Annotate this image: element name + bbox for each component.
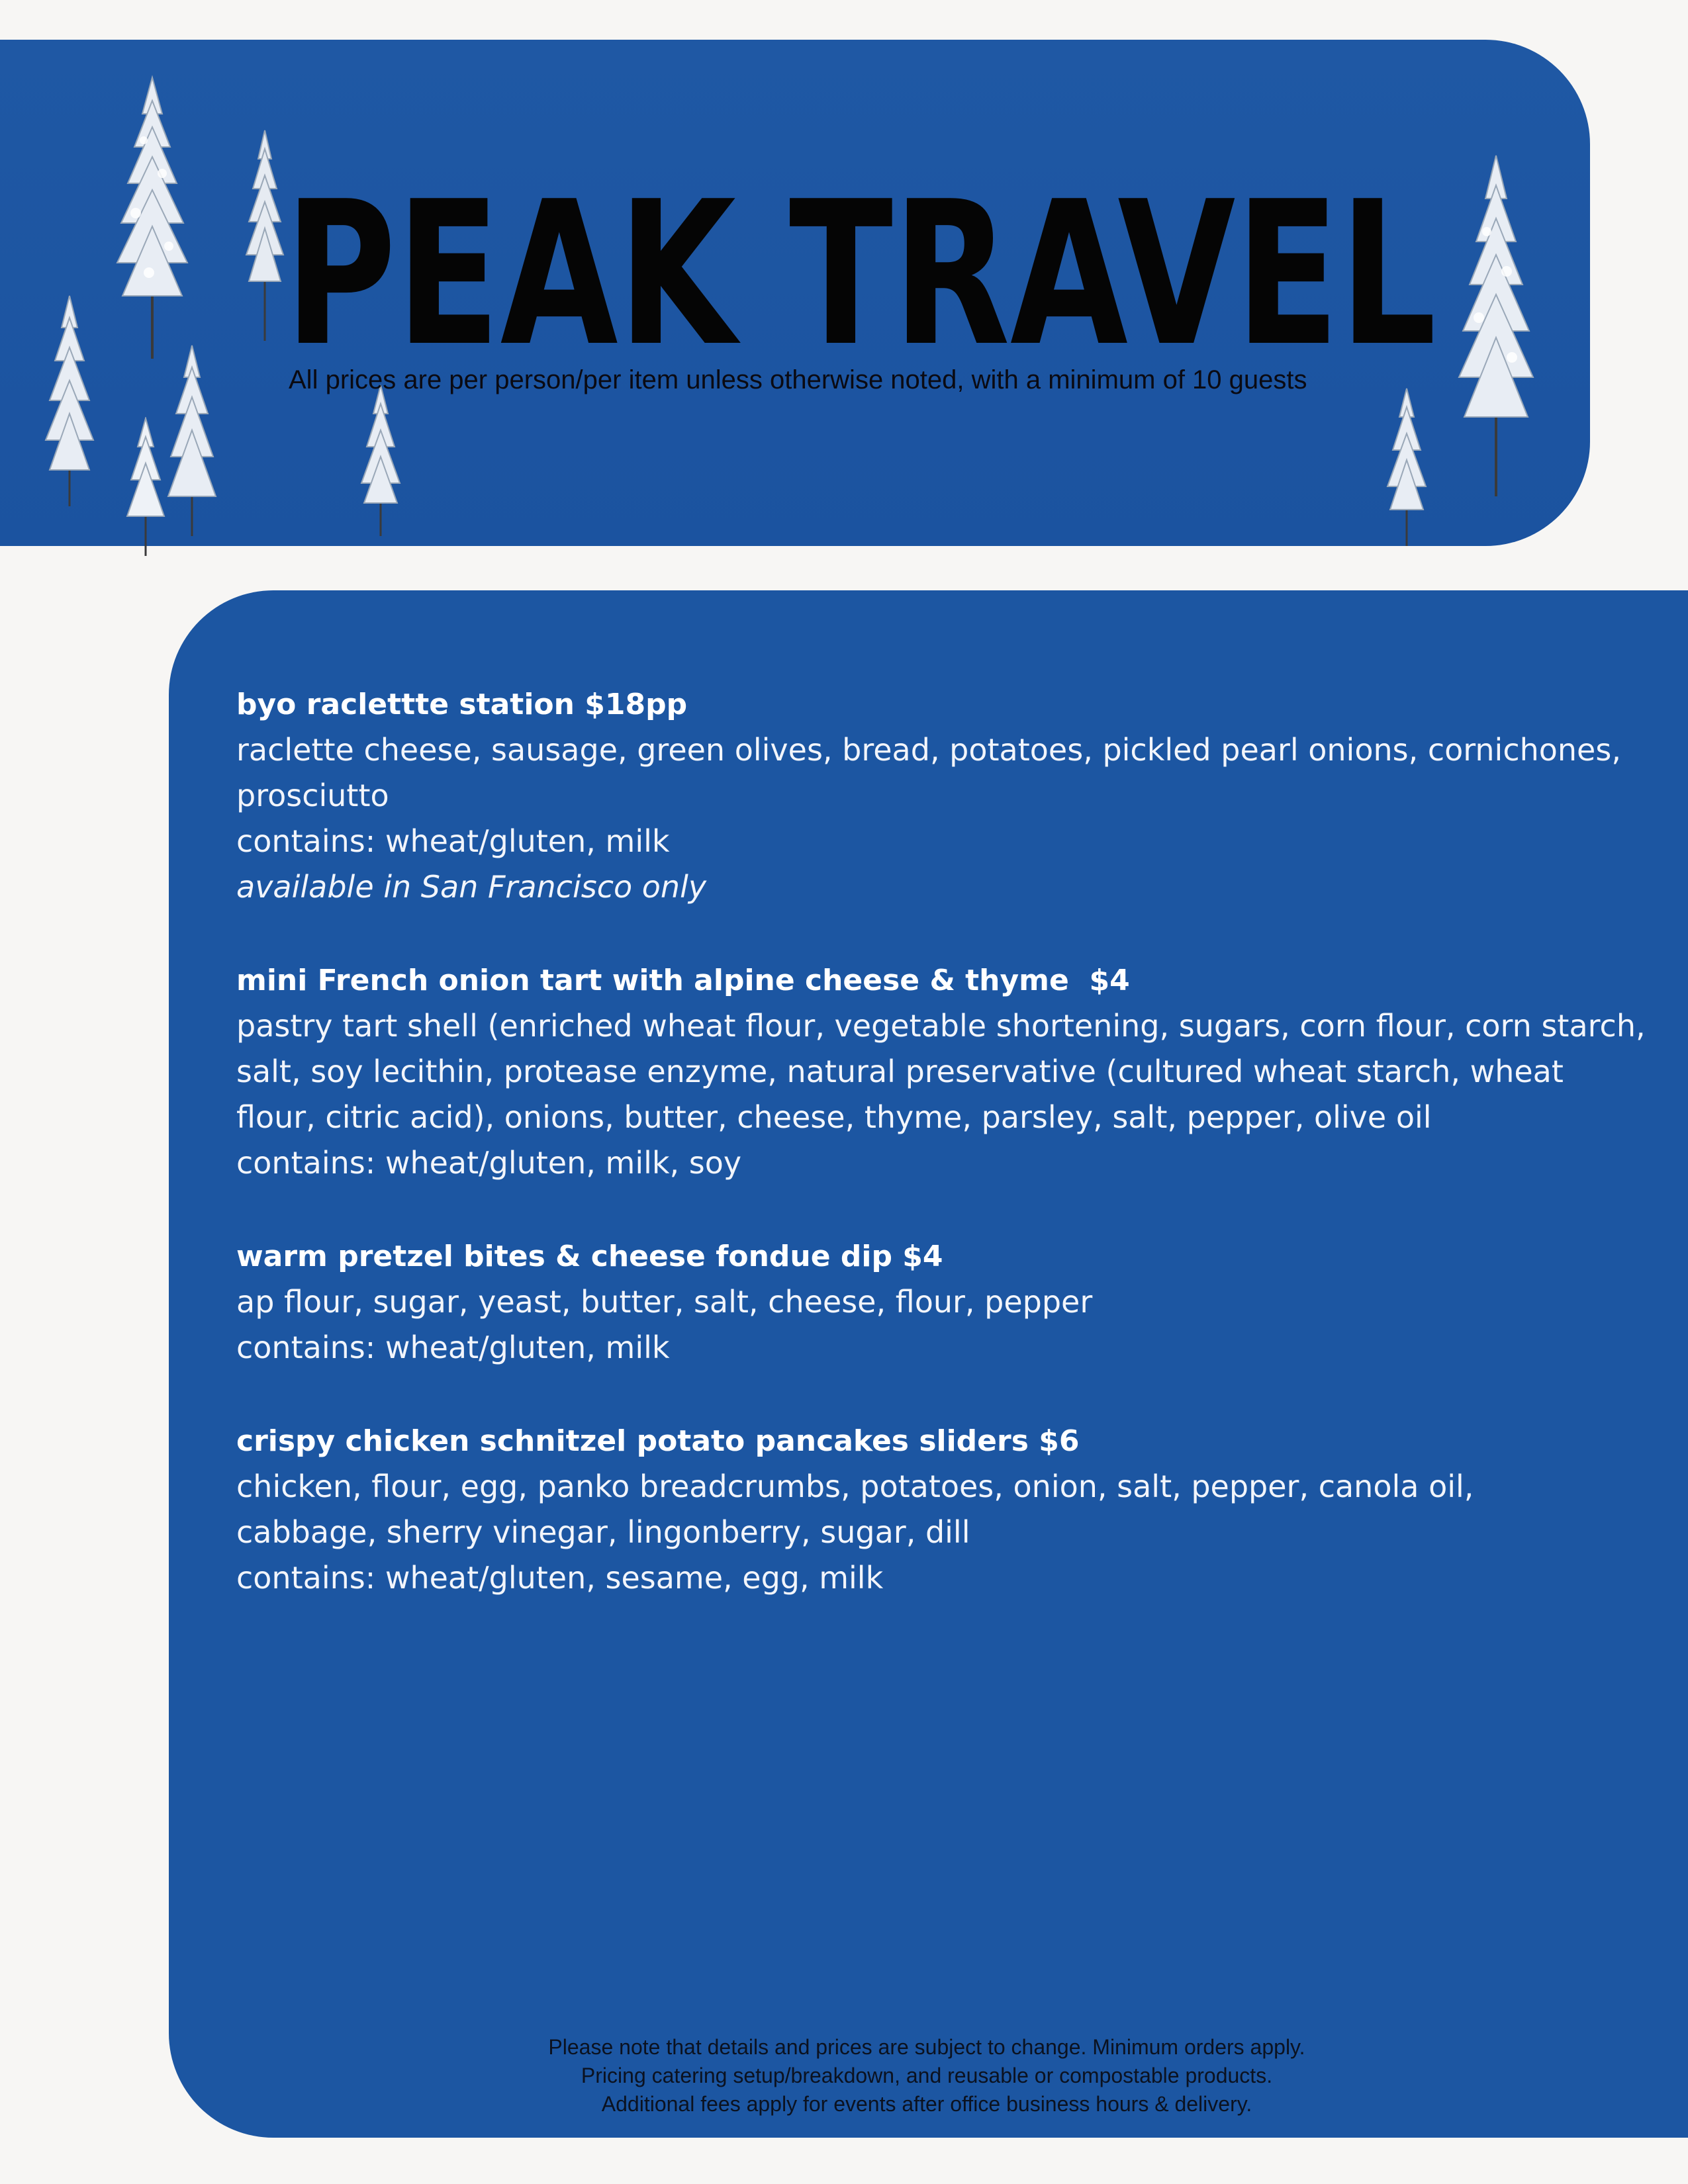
snowy-pine-tree-icon: [1443, 152, 1549, 496]
footer-disclaimer: [371, 2033, 1483, 2118]
snowy-pine-tree-icon: [36, 295, 103, 506]
menu-item-allergens: contains: wheat/gluten, sesame, egg, milk: [236, 1560, 884, 1596]
snowy-pine-tree-icon: [103, 74, 202, 359]
menu-item-ingredients: chicken, flour, egg, panko breadcrumbs, potatoes, onion, salt, pepper, canola oil,: [236, 1469, 1474, 1504]
menu-item-title: byo raclettte station $18pp: [236, 688, 688, 721]
menu-item-title: warm pretzel bites & cheese fondue dip $4: [236, 1240, 943, 1273]
menu-items-list: [236, 682, 1646, 1649]
footer-line: Please note that details and prices are subject to change. Minimum orders apply.: [548, 2035, 1305, 2059]
menu-item: [236, 958, 1646, 1186]
menu-item-ingredients: prosciutto: [236, 778, 389, 813]
menu-item-title: crispy chicken schnitzel potato pancakes sliders $6: [236, 1424, 1080, 1458]
snowy-pine-tree-icon: [1377, 387, 1436, 546]
footer-line: Additional fees apply for events after office business hours & delivery.: [601, 2092, 1252, 2116]
snowy-pine-tree-icon: [351, 384, 410, 536]
menu-item-allergens: contains: wheat/gluten, milk, soy: [236, 1145, 742, 1181]
pricing-subtitle: All prices are per person/per item unless otherwise noted, with a minimum of 10 guests: [289, 365, 1307, 394]
footer-line: Pricing catering setup/breakdown, and reusable or compostable products.: [581, 2064, 1273, 2087]
brand-title: [278, 159, 1443, 357]
brand-title-svg: [278, 159, 1443, 357]
menu-item-ingredients: ap flour, sugar, yeast, butter, salt, cheese, flour, pepper: [236, 1284, 1093, 1320]
menu-item: [236, 1418, 1613, 1601]
menu-item-allergens: contains: wheat/gluten, milk: [236, 1330, 670, 1365]
menu-item-ingredients: pastry tart shell (enriched wheat flour, vegetable shortening, sugars, corn flour, corn starch,: [236, 1008, 1646, 1044]
menu-item-title: mini French onion tart with alpine cheese & thyme $4: [236, 964, 1130, 997]
menu-item-availability-note: available in San Francisco only: [236, 869, 707, 905]
menu-item-ingredients: cabbage, sherry vinegar, lingonberry, sugar, dill: [236, 1514, 970, 1550]
menu-item-ingredients: raclette cheese, sausage, green olives, bread, potatoes, pickled pearl onions, cornichones,: [236, 732, 1621, 768]
menu-item-ingredients: flour, citric acid), onions, butter, cheese, thyme, parsley, salt, pepper, olive oil: [236, 1099, 1432, 1135]
snowy-pine-tree-icon: [159, 344, 225, 536]
menu-item-allergens: contains: wheat/gluten, milk: [236, 823, 670, 859]
menu-item-ingredients: salt, soy lecithin, protease enzyme, natural preservative (cultured wheat starch, wheat: [236, 1054, 1564, 1089]
menu-item: [236, 682, 1621, 910]
menu-item: [236, 1234, 1613, 1371]
brand-title-text: PEAK TRAVEL: [285, 159, 1436, 357]
